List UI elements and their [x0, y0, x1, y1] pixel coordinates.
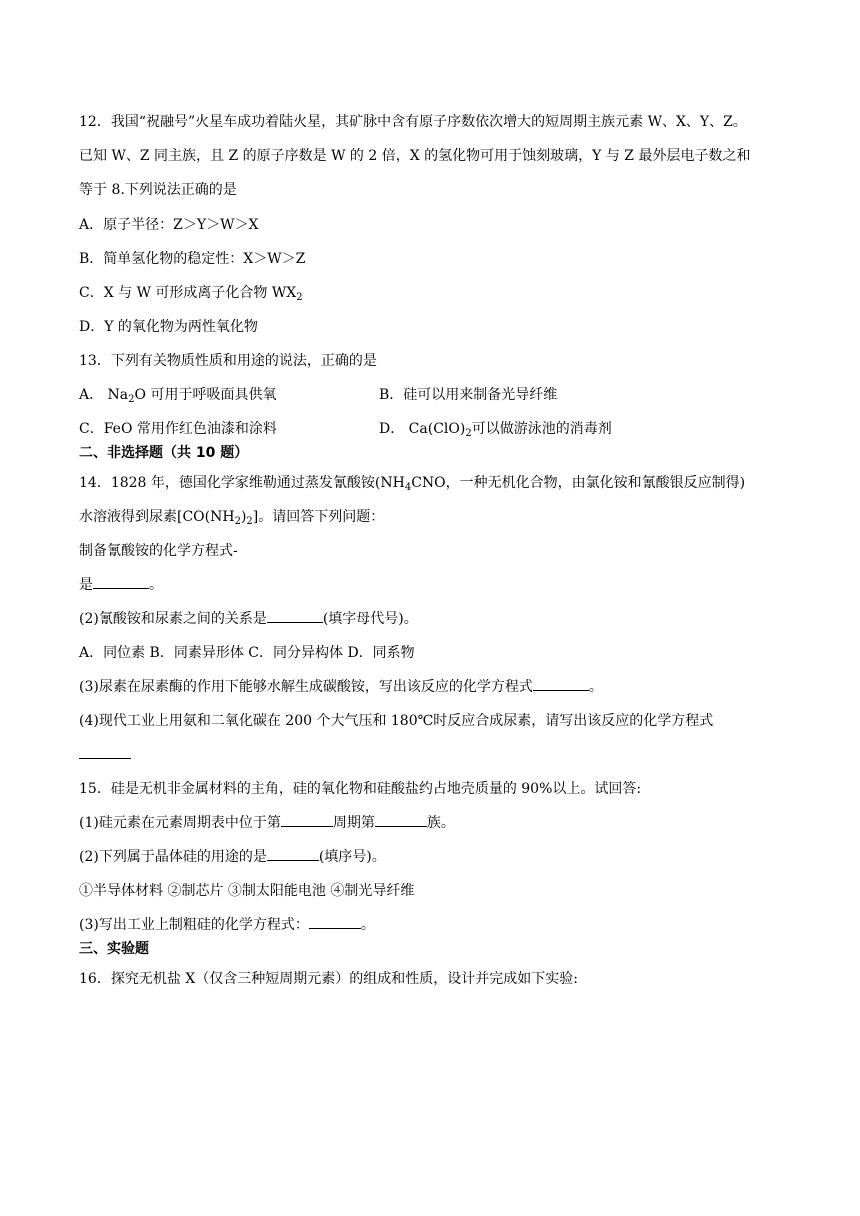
q14-stem-line2-subscript-1: 2 [234, 516, 241, 527]
section-heading-nonchoice: 二、非选择题（共 10 题） [79, 445, 249, 461]
q15-part3 [79, 915, 375, 935]
q14-part4-answer [79, 745, 131, 765]
q15-part1-mid: 周期第 [332, 815, 375, 831]
q15-part2-rest: (填序号)。 [318, 849, 386, 865]
q14-answer-blank-3[interactable] [533, 690, 589, 691]
q15-part1-end: 族。 [426, 815, 455, 831]
q16-stem: 16．探究无机盐 X（仅含三种短周期元素）的组成和性质，设计并完成如下实验: [79, 971, 578, 987]
q12-option-c-text: C．X 与 W 可形成离子化合物 WX [79, 285, 297, 301]
q14-part3 [79, 677, 603, 697]
q13-option-b: B．硅可以用来制备光导纤维 [379, 387, 558, 403]
q14-part3-text: (3)尿素在尿素酶的作用下能够水解生成碳酸铵，写出该反应的化学方程式 [79, 679, 533, 695]
q14-part2-text: (2)氰酸铵和尿素之间的关系是 [79, 611, 267, 627]
q15-answer-blank-equation[interactable] [309, 928, 361, 929]
q14-stem-line1-text: 14．1828 年，德国化学家维勒通过蒸发氰酸铵(NH [79, 475, 405, 491]
q13-option-d [379, 419, 612, 439]
q12-option-d: D．Y 的氧化物为两性氧化物 [79, 319, 258, 335]
q14-stem-line2 [79, 507, 384, 527]
q15-part1-text: (1)硅元素在元素周期表中位于第 [79, 815, 281, 831]
q13-option-a-subscript: 2 [128, 394, 135, 405]
q15-part3-text: (3)写出工业上制粗硅的化学方程式： [79, 917, 309, 933]
q15-answer-blank-uses[interactable] [267, 860, 319, 861]
q13-option-d-text: D． Ca(ClO) [379, 421, 466, 437]
q12-option-b: B．简单氢化物的稳定性：X＞W＞Z [79, 251, 306, 267]
q14-stem-line1 [79, 473, 745, 493]
q15-part2-text: (2)下列属于晶体硅的用途的是 [79, 849, 267, 865]
q14-stem-line2-paren: ) [240, 509, 247, 525]
q15-stem: 15．硅是无机非金属材料的主角，硅的氧化物和硅酸盐约占地壳质量的 90%以上。试回答: [79, 781, 642, 797]
q14-answer-line1-end: 。 [149, 577, 163, 593]
q15-answer-blank-group[interactable] [375, 826, 427, 827]
q14-stem-line2-rest: ]。请回答下列问题： [252, 509, 385, 525]
q14-part2-rest: (填字母代号)。 [322, 611, 418, 627]
q12-option-c [79, 283, 303, 303]
q15-part3-end: 。 [360, 917, 375, 933]
q15-part2 [79, 847, 386, 867]
q14-stem-line2-subscript-2: 2 [246, 516, 253, 527]
q12-stem-line3: 等于 8.下列说法正确的是 [79, 182, 237, 198]
q14-part4: (4)现代工业上用氨和二氧化碳在 200 个大气压和 180℃时反应合成尿素，请写出该反应的化学方程式 [79, 713, 714, 729]
q15-part1 [79, 813, 455, 833]
q14-answer-blank-2[interactable] [267, 622, 323, 623]
q14-answer-blank-1[interactable] [93, 588, 149, 589]
q12-option-c-subscript: 2 [296, 292, 303, 303]
q13-option-a-text: A． Na [79, 387, 129, 403]
q13-option-c: C．FeO 常用作红色油漆和涂料 [79, 421, 277, 437]
q14-answer-line1 [79, 575, 163, 595]
q13-option-d-subscript: 2 [465, 428, 472, 439]
q14-answer-line1-text: 是 [79, 577, 93, 593]
q12-stem-line2: 已知 W、Z 同主族，且 Z 的原子序数是 W 的 2 倍，X 的氢化物可用于蚀刻玻璃，Y 与 Z 最外层电子数之和 [79, 148, 751, 164]
q13-stem: 13．下列有关物质性质和用途的说法，正确的是 [79, 353, 377, 369]
q12-option-a: A．原子半径：Z＞Y＞W＞X [79, 217, 259, 233]
q13-option-a-rest: O 可用于呼吸面具供氧 [134, 387, 277, 403]
q15-answer-blank-period[interactable] [281, 826, 333, 827]
q14-part2 [79, 609, 418, 629]
q14-prompt-line: 制备氰酸铵的化学方程式- [79, 543, 238, 559]
q12-stem-line1: 12．我国“祝融号”火星车成功着陆火星，其矿脉中含有原子序数依次增大的短周期主族元素 W、X、Y、Z。 [79, 114, 747, 130]
q14-stem-line1-subscript: 4 [404, 482, 412, 493]
q14-stem-line2-text: 水溶液得到尿素[CO(NH [79, 509, 235, 525]
q15-part2-options: ①半导体材料 ②制芯片 ③制太阳能电池 ④制光导纤维 [79, 883, 415, 899]
q14-part2-options: A．同位素 B．同素异形体 C．同分异构体 D．同系物 [79, 645, 415, 661]
q14-answer-blank-4[interactable] [79, 758, 131, 759]
q14-part3-end: 。 [588, 679, 603, 695]
q13-option-d-rest: 可以做游泳池的消毒剂 [471, 421, 612, 437]
q13-option-a [79, 385, 276, 405]
q14-stem-line1-rest: CNO，一种无机化合物，由氯化铵和氰酸银反应制得) [411, 475, 746, 491]
section-heading-experiment: 三、实验题 [79, 941, 149, 957]
